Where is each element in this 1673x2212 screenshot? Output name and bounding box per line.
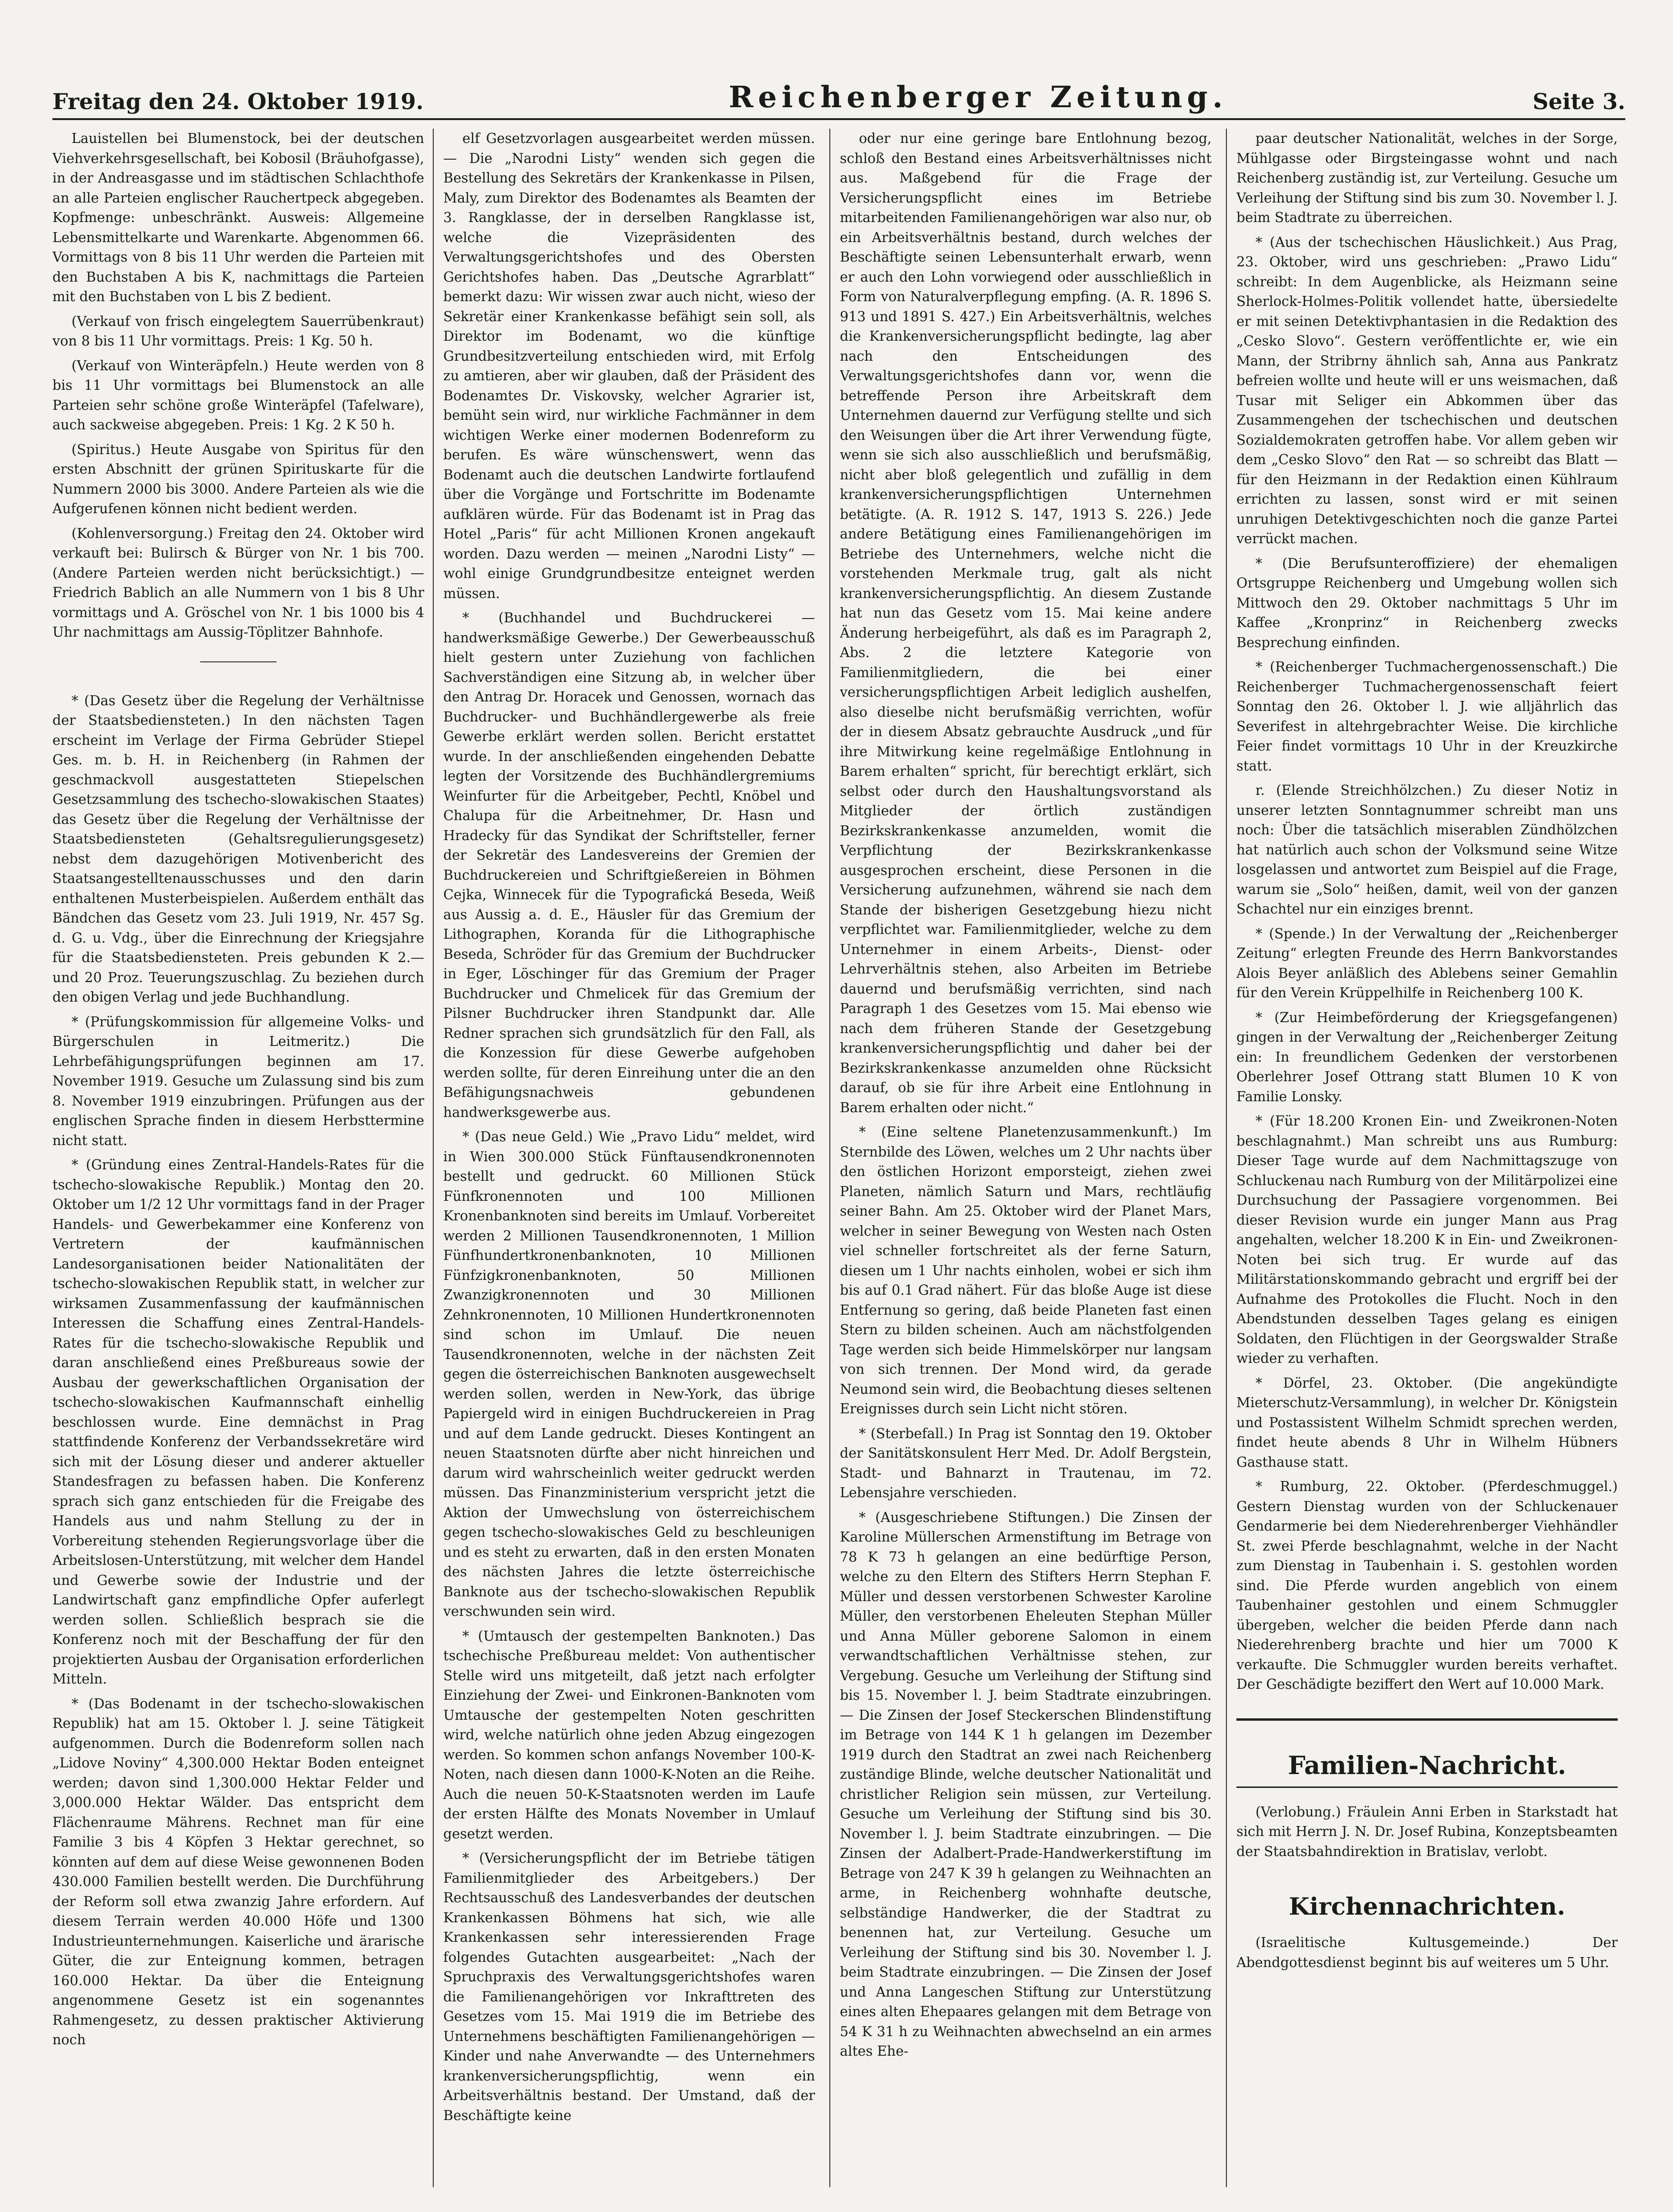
column-1 [52,129,424,2182]
column-4 [1236,129,1618,2182]
article: * (Umtausch der gestempelten Banknoten.) Das tschechische Preßbureau meldet: Von authentischer Stelle wird uns mitgeteilt, daß jetzt nach erfolgter Einziehung der Zwei- und Einkronen-Banknoten vom Umtausche der gestempelten Noten geschritten wird, welche natürlich ohne jeden Abzug eingezogen werden. So kommen schon anfangs November 100-K-Noten, nach diesen dann 1000-K-Noten an die Reihe. Auch die neuen 50-K-Staatsnoten werden im Laufe der ersten Hälfte des Monats November in Umlauf gesetzt werden. [443,1628,815,1842]
column-divider [1226,129,1227,2187]
article: * Dörfel, 23. Oktober. (Die angekündigte Mieterschutz-Versammlung), in welcher Dr. Königstein und Postassistent Wilhelm Schmidt sprechen werden, findet heute abends 8 Uhr in Wilhelm Hübners Gasthause statt. [1236,1375,1618,1470]
article: (Verkauf von Winteräpfeln.) Heute werden von 8 bis 11 Uhr vormittags bei Blumenstock an alle Parteien sehr schöne große Winteräpfel (Tafelware), auch sackweise abgegeben. Preis: 1 Kg. 2 K 50 h. [52,357,424,433]
article: (Spiritus.) Heute Ausgabe von Spiritus für den ersten Abschnitt der grünen Spirituskarte für die Nummern 2000 bis 3000. Andere Parteien als wie die Aufgerufenen können nicht bedient werden. [52,441,424,517]
page-number: Seite 3. [1532,89,1625,114]
article: r. (Elende Streichhölzchen.) Zu dieser Notiz in unserer letzten Sonntagnummer schreibt man uns noch: Über die tatsächlich miserablen Zündhölzchen hat natürlich auch schon der Volksmund seine Witze losgelassen und antwortet zum Beispiel auf die Frage, warum sie „Solo“ heißen, damit, weil von der ganzen Schachtel nur ein einziges brennt. [1236,782,1618,917]
article: * (Die Berufsunteroffiziere) der ehemaligen Ortsgruppe Reichenberg und Umgebung wollen sich Mittwoch den 29. Oktober nachmittags 5 Uhr im Kaffee „Kronprinz“ in Reichenberg zwecks Besprechung einfinden. [1236,555,1618,650]
article: * (Buchhandel und Buchdruckerei — handwerksmäßige Gewerbe.) Der Gewerbeausschuß hielt gestern unter Zuziehung von fachlichen Sachverständigen eine Sitzung ab, in welcher über den Antrag Dr. Horacek und Genossen, wornach das Buchdrucker- und Buchhändlergewerbe als freie Gewerbe erklärt werden sollen. Bericht erstattet wurde. In der anschließenden eingehenden Debatte legten der Vorsitzende des Buchhändlergremiums Weinfurter für die Arbeitgeber, Pechtl, Knöbel und Chalupa für die Arbeitnehmer, Dr. Hasn und Hradecky für das Syndikat der Schriftsteller, ferner der Sekretär des Landesvereins der Gremien der Buchdruckereien und Schriftgießereien in Böhmen Cejka, Winnecek für die Typografická Beseda, Weiß aus Aussig a. d. E., Häusler für das Gremium der Lithographen, Koranda für die Lithographische Beseda, Schröder für das Gremium der Buchdrucker in Eger, Löschinger für das Gremium der Prager Buchdrucker und Chmelicek für das Gremium der Pilsner Buchdrucker ihren Standpunkt dar. Alle Redner sprachen sich grundsätzlich für den Fall, als die Konzession für diese Gewerbe aufgehoben werden sollte, für deren Einreihung unter die an den Befähigungsnachweis gebundenen handwerksgewerbe aus. [443,610,815,1120]
article: * (Reichenberger Tuchmachergenossenschaft.) Die Reichenberger Tuchmachergenossenschaft feiert Sonntag den 26. Oktober l. J. wie alljährlich das Severifest in altehrgebrachter Weise. Die kirchliche Feier findet vormittags 10 Uhr in der Kreuzkirche statt. [1236,659,1618,774]
masthead [52,71,1625,114]
column-2 [443,129,815,2182]
article: (Kohlenversorgung.) Freitag den 24. Oktober wird verkauft bei: Bulirsch & Bürger von Nr. 1 bis 700. (Andere Parteien werden nicht berücksichtigt.) — Friedrich Bablich an alle Nummern von 1 bis 8 Uhr vormittags und A. Gröschel von Nr. 1 bis 1000 bis 4 Uhr nachmittags am Aussig-Töplitzer Bahnhofe. [52,525,424,640]
article: * (Gründung eines Zentral-Handels-Rates für die tschecho-slowakische Republik.) Montag den 20. Oktober um 1/2 12 Uhr vormittags fand in der Prager Handels- und Gewerbekammer eine Konferenz von Vertretern der kaufmännischen Landesorganisationen beider Nationalitäten der tschecho-slowakischen Republik statt, in welcher zur wirksamen Zusammenfassung der kaufmännischen Interessen die Schaffung eines Zentral-Handels-Rates für die tschecho-slowakische Republik und daran anschließend eines Preßbureaus sowie der Ausbau der gewerkschaftlichen Organisation der tschecho-slowakischen Kaufmannschaft einhellig beschlossen wurde. Eine demnächst in Prag stattfindende Konferenz der Verbandssekretäre wird sich mit der Lösung dieser und anderer aktueller Standesfragen zu befassen haben. Die Konferenz sprach sich ganz entschieden für die Freigabe des Handels aus und nahm Stellung zu der in Vorbereitung stehenden Regierungsvorlage über die Arbeitslosen-Unterstützung, mit welcher dem Handel und Gewerbe sowie der Industrie und der Landwirtschaft ganz empfindliche Opfer auferlegt werden sollen. Schließlich besprach sie die Konferenz noch mit der Beschaffung der für den projektierten Ausbau der Organisation erforderlichen Mitteln. [52,1157,424,1687]
article: * (Zur Heimbeförderung der Kriegsgefangenen) gingen in der Verwaltung der „Reichenberger Zeitung ein: In freundlichem Gedenken der verstorbenen Oberlehrer Josef Ottrang statt Blumen 10 K von Familie Lonsky. [1236,1009,1618,1105]
section-rule [1236,1718,1618,1721]
article: * (Eine seltene Planetenzusammenkunft.) Im Sternbilde des Löwen, welches um 2 Uhr nachts über den östlichen Horizont emporsteigt, ziehen zwei Planeten, nämlich Saturn und Mars, rechtläufig seiner Bahn. Am 25. Oktober wird der Planet Mars, welcher in seiner Bewegung von Westen nach Osten viel schneller fortschreitet als der ferne Saturn, diesen um 1 Uhr nachts einholen, wobei er sich ihm bis auf 0.1 Grad nähert. Für das bloße Auge ist diese Entfernung so gering, daß beide Planeten fast einen Stern zu bilden scheinen. Auch am nächstfolgenden Tage werden sich beide Himmelskörper nur langsam von sich trennen. Der Mond wird, da gerade Neumond sein wird, die Beobachtung dieses seltenen Ereignisses durch sein Licht nicht stören. [840,1124,1212,1417]
article: * (Das neue Geld.) Wie „Pravo Lidu“ meldet, wird in Wien 300.000 Stück Fünftausendkronennoten bestellt und gedruckt. 60 Millionen Stück Fünfkronennoten und 100 Millionen Kronenbanknoten sind bereits im Umlauf. Vorbereitet werden 2 Millionen Tausendkronennoten, 1 Million Fünfhundertkronenbanknoten, 10 Millionen Fünfzigkronenbanknoten, 50 Millionen Zwanzigkronennoten und 30 Millionen Zehnkronennoten, 10 Millionen Hundertkronennoten sind schon im Umlauf. Die neuen Tausendkronennoten, welche in der nächsten Zeit gegen die österreichischen Banknoten ausgewechselt werden sollen, werden in New-York, das übrige Papiergeld wird in einigen Buchdruckereien in Prag und auf dem Lande gedruckt. Dieses Kontingent an neuen Staatsnoten dürfte aber nicht hinreichen und darum wird wahrscheinlich weiter gedruckt werden müssen. Das Finanzministerium verspricht jetzt die Aktion der Umwechslung von österreichischem gegen tschecho-slowakisches Geld zu beschleunigen und es steht zu erwarten, daß in den ersten Monaten des nächsten Jahres die letzte österreichische Banknote aus der tschecho-slowakischen Republik verschwunden sein wird. [443,1129,815,1619]
newspaper-title: Reichenberger Zeitung. [728,80,1228,114]
column-divider [829,129,830,2187]
column-3 [840,129,1212,2182]
article: (Israelitische Kultusgemeinde.) Der Abendgottesdienst beginnt bis auf weiteres um 5 Uhr. [1236,1935,1618,1970]
article: * (Aus der tschechischen Häuslichkeit.) Aus Prag, 23. Oktober, wird uns geschrieben: „Prawo Lidu“ schreibt: In dem Augenblicke, als Heizmann seine Sherlock-Holmes-Politik vollendet hatte, übersiedelte er mit seinen Detektivphantasien in die Redaktion des „Cesko Slovo“. Gestern veröffentlichte er, wie ein Mann, der Stribrny ähnlich sah, Anna aus Pankratz befreien wollte und heute will er uns weismachen, daß Tusar mit Seliger ein Abkommen über das Zusammengehen der tschechischen und deutschen Sozialdemokraten getroffen habe. Vor allem geben wir dem „Cesko Slovo“ den Rat — so schreibt das Blatt — für den Heizmann in der Redaktion einen Kühlraum errichten zu lassen, sonst wird er mit seinen unruhigen Detektivgeschichten noch die ganze Partei verrückt machen. [1236,234,1618,547]
article: * (Das Gesetz über die Regelung der Verhältnisse der Staatsbediensteten.) In den nächsten Tagen erscheint im Verlage der Firma Gebrüder Stiepel Ges. m. b. H. in Reichenberg (in Rahmen der geschmackvoll ausgestatteten Stiepelschen Gesetzsammlung des tschecho-slowakischen Staates) das Gesetz über die Regelung der Verhältnisse der Staatsbediensteten (Gehaltsregulierungsgesetz) nebst dem dazugehörigen Motivenbericht des Staatsangestelltenausschusses und den darin enthaltenen Musterbeispielen. Außerdem enthält das Bändchen das Gesetz vom 23. Juli 1919, Nr. 457 Sg. d. G. u. Vdg., über die Einrechnung der Kriegsjahre für die Staatsbediensteten. Preis gebunden K 2.— und 20 Proz. Teuerungszuschlag. Zu beziehen durch den obigen Verlag und jede Buchhandlung. [52,692,424,1005]
article: * (Das Bodenamt in der tschecho-slowakischen Republik) hat am 15. Oktober l. J. seine Tätigkeit aufgenommen. Durch die Bodenreform sollen nach „Lidove Noviny“ 4,300.000 Hektar Boden enteignet werden; davon sind 1,300.000 Hektar Felder und 3,000.000 Hektar Wälder. Das entspricht dem Flächenraume Mährens. Rechnet man für eine Familie 3 bis 4 Köpfen 3 Hektar gerechnet, so könnten auf dem auf diese Weise gewonnenen Boden 430.000 Familien bestellt werden. Die Durchführung der Reform soll etwa zwanzig Jahre erfordern. Auf diesem Terrain werden 40.000 Höfe und 1300 Industrieunternehmungen. Kaiserliche und ärarische Güter, die zur Enteignung kommen, betragen 160.000 Hektar. Da über die Enteignung angenommene Gesetz ist ein sogenanntes Rahmengesetz, zu dessen praktischer Aktivierung noch [52,1695,424,2048]
article: (Verlobung.) Fräulein Anni Erben in Starkstadt hat sich mit Herrn J. N. Dr. Josef Rubina, Konzeptsbeamten der Staatsbahndirektion in Bratislav, verlobt. [1236,1804,1618,1859]
article: * (Ausgeschriebene Stiftungen.) Die Zinsen der Karoline Müllerschen Armenstiftung im Betrage von 78 K 73 h gelangen an eine bedürftige Person, welche zu den Eltern des Stifters Herrn Stephan F. Müller und dessen verstorbenen Schwester Karoline Müller, den verstorbenen Eheleuten Stephan Müller und Anna Müller geborene Salomon in einem verwandtschaftlichen Verhältnisse stehen, zur Vergebung. Gesuche um Verleihung der Stiftung sind bis 15. November l. J. beim Stadtrate einzubringen. — Die Zinsen der Josef Steckerschen Blindenstiftung im Betrage von 144 K 1 h gelangen im Dezember 1919 durch den Stadtrat an zwei nach Reichenberg zuständige Blinde, welche deutscher Nationalität und christlicher Religion sein müssen, zur Verteilung. Gesuche um Verleihung der Stiftung sind bis 30. November l. J. beim Stadtrate einzubringen. — Die Zinsen der Adalbert-Prade-Handwerkerstiftung im Betrage von 247 K 39 h gelangen zu Weihnachten an arme, in Reichenberg wohnhafte deutsche, selbständige Handwerker, die der Stadtrat zu benennen hat, zur Verteilung. Gesuche um Verleihung der Stiftung sind bis 30. November l. J. beim Stadtrate einzubringen. — Die Zinsen der Josef und Anna Langeschen Stiftung zur Unterstützung eines alten Ehepaares gelangen mit dem Betrage von 54 K 31 h zu Weihnachten abwechselnd an ein armes altes Ehe- [840,1509,1212,2059]
article: * (Prüfungskommission für allgemeine Volks- und Bürgerschulen in Leitmeritz.) Die Lehrbefähigungsprüfungen beginnen am 17. November 1919. Gesuche um Zulassung sind bis zum 8. November 1919 einzubringen. Prüfungen aus der englischen Sprache finden in diesem Herbsttermine nicht statt. [52,1014,424,1148]
article: paar deutscher Nationalität, welches in der Sorge, Mühlgasse oder Birgsteingasse wohnt und nach Reichenberg zuständig ist, zur Verteilung. Gesuche um Verleihung der Stiftung sind bis zum 30. November l. J. beim Stadtrate zu überreichen. [1236,131,1618,225]
article: * (Spende.) In der Verwaltung der „Reichenberger Zeitung“ erlegten Freunde des Herrn Bankvorstandes Alois Beyer anläßlich des Ablebens seiner Gemahlin für den Verein Krüppelhilfe in Reichenberg 100 K. [1236,925,1618,1001]
article: (Verkauf von frisch eingelegtem Sauerrübenkraut) von 8 bis 11 Uhr vormittags. Preis: 1 Kg. 50 h. [52,313,424,349]
section-divider [200,661,276,662]
article: * (Für 18.200 Kronen Ein- und Zweikronen-Noten beschlagnahmt.) Man schreibt uns aus Rumburg: Dieser Tage wurde auf dem Nachmittagszuge von Schluckenau nach Rumburg von der Militärpolizei eine Durchsuchung der Passagiere vorgenommen. Bei dieser Revision wurde ein junger Mann aus Prag angehalten, welcher 18.200 K in Ein- und Zweikronen-Noten bei sich trug. Er wurde auf das Militärstationskommando gebracht und ergriff bei der Aufnahme des Protokolles die Flucht. Noch in den Abendstunden desselben Tages gelang es einigen Soldaten, den Flüchtigen in der Georgswalder Straße wieder zu verhaften. [1236,1113,1618,1366]
church-news-heading: Kirchennachrichten. [1288,1892,1566,1920]
family-news-heading: Familien-Nachricht. [1236,1749,1618,1788]
header-rule [52,118,1625,120]
article: Lauistellen bei Blumenstock, bei der deutschen Viehverkehrsgesellschaft, bei Kobosil (Bräuhofgasse), in der Andreasgasse und im städtischen Schlachthofe an alle Parteien englischer Rauchertpeck abgegeben. Kopfmenge: unbeschränkt. Ausweis: Allgemeine Lebensmittelkarte und Warenkarte. Abgenommen 66. Vormittags von 8 bis 11 Uhr werden die Parteien mit den Buchstaben A bis K, nachmittags die Parteien mit den Buchstaben von L bis Z bedient. [52,131,424,304]
column-divider [433,129,434,2187]
article: * (Versicherungspflicht der im Betriebe tätigen Familienmitglieder des Arbeitgebers.) Der Rechtsausschuß des Landesverbandes der deutschen Krankenkassen Böhmens hat sich, wie alle Krankenkassen sehr interessierenden Frage folgendes Gutachten ausgearbeitet: „Nach der Spruchpraxis des Verwaltungsgerichtshofes waren die Familienangehörigen vor Inkrafttreten des Gesetzes vom 15. Mai 1919 die im Betriebe des Unternehmens beschäftigten Familienangehörigen — Kinder und nahe Anverwandte — des Unternehmers krankenversicherungspflichtig, wenn ein Arbeitsverhältnis bestand. Der Umstand, daß der Beschäftigte keine [443,1850,815,2123]
article: elf Gesetzvorlagen ausgearbeitet werden müssen. — Die „Narodni Listy“ wenden sich gegen die Bestellung des Sekretärs der Krankenkasse in Pilsen, Maly, zum Direktor des Bodenamtes als Beamten der 3. Rangklasse, der in derselben Rangklasse ist, welche die Vizepräsidenten des Verwaltungsgerichtshofes und des Obersten Gerichtshofes haben. Das „Deutsche Agrarblatt“ bemerkt dazu: Wir wissen zwar auch nicht, wieso der Sekretär einer Krankenkasse befähigt sein soll, als Direktor im Bodenamt, wo die künftige Grundbesitzverteilung entschieden wird, mit Erfolg zu amtieren, aber wir glauben, daß der Präsident des Bodenamtes Dr. Viskovsky, welcher Agrarier ist, bemüht sein wird, nur wirkliche Fachmänner in dem wichtigen Werke einer modernen Bodenreform zu berufen. Es wäre wünschenswert, wenn das Bodenamt auch die deutschen Landwirte fortlaufend über die Vorgänge und Fortschritte im Bodenamte aufklären würde. Für das Bodenamt ist in Prag das Hotel „Paris“ für acht Millionen Kronen angekauft worden. Dazu werden — meinen „Narodni Listy“ — wohl einige Grundgrundbesitze enteignet werden müssen. [443,131,815,601]
article: * Rumburg, 22. Oktober. (Pferdeschmuggel.) Gestern Dienstag wurden von der Schluckenauer Gendarmerie bei dem Niederehrenberger Viehhändler St. zwei Pferde beschlagnahmt, welche in der Nacht zum Dienstag in Taubenhain i. S. gestohlen worden sind. Die Pferde wurden angeblich von einem Taubenhainer gestohlen und einem Schmuggler übergeben, welcher die beiden Pferde dann nach Niederehrenberg brachte und hier um 7000 K verkaufte. Die Schmuggler wurden bereits verhaftet. Der Geschädigte beziffert den Wert auf 10.000 Mark. [1236,1479,1618,1692]
article: oder nur eine geringe bare Entlohnung bezog, schloß den Bestand eines Arbeitsverhältnisses nicht aus. Maßgebend für die Frage der Versicherungspflicht eines im Betriebe mitarbeitenden Familienangehörigen war also nur, ob ein Arbeitsverhältnis bestand, durch welches der Beschäftigte seinen Lebensunterhalt erwarb, wenn er auch den Lohn vorwiegend oder ausschließlich in Form von Naturalverpflegung empfing. (A. R. 1896 S. 913 und 1891 S. 427.) Ein Arbeitsverhältnis, welches die Krankenversicherungspflicht bedingte, lag aber nach den Entscheidungen des Verwaltungsgerichtshofes dann vor, wenn die betreffende Person ihre Arbeitskraft dem Unternehmen dauernd zur Verfügung stellte und sich den Weisungen über die Art ihrer Verwendung fügte, wenn sie sich also ausschließlich und berufsmäßig, nicht aber bloß gelegentlich und zufällig in dem krankenversicherungspflichtigen Unternehmen betätigte. (A. R. 1912 S. 147, 1913 S. 226.) Jede andere Betätigung eines Familienangehörigen im Betriebe des Unternehmers, welche nicht die vorstehenden Merkmale trug, galt als nicht krankenversicherungspflichtig. An diesem Zustande hat nun das Gesetz vom 15. Mai keine andere Änderung herbeigeführt, als daß es im Paragraph 2, Abs. 2 die letztere Kategorie von Familienmitgliedern, die bei einer versicherungspflichtigen Arbeit lediglich aushelfen, also dieselbe nicht berufsmäßig verrichten, wofür der in diesem Absatz gebrauchte Ausdruck „und für ihre Mitwirkung keine regelmäßige Entlohnung in Barem erhalten“ spricht, für berechtigt erklärt, sich selbst oder durch den Haushaltungsvorstand als Mitglieder der örtlich zuständigen Bezirkskrankenkasse anzumelden, womit die Verpflichtung der Bezirkskrankenkasse ausgesprochen erscheint, diese Personen in die Versicherung aufzunehmen, während sie nach dem Stande der bisherigen Gesetzgebung hiezu nicht verpflichtet war. Familienmitglieder, welche zu dem Unternehmer in einem Arbeits-, Dienst- oder Lehrverhältnis stehen, also Arbeiten im Betriebe dauernd und berufsmäßig verrichten, sind nach Paragraph 1 des Gesetzes vom 15. Mai ebenso wie nach dem früheren Stande der Gesetzgebung krankenversicherungspflichtig und daher bei der Bezirkskrankenkasse anzumelden ohne Rücksicht darauf, ob sie für ihre Arbeit eine Entlohnung in Barem erhalten oder nicht.“ [840,131,1212,1116]
article: * (Sterbefall.) In Prag ist Sonntag den 19. Oktober der Sanitätskonsulent Herr Med. Dr. Adolf Bergstein, Stadt- und Bahnarzt in Trautenau, im 72. Lebensjahre verschieden. [840,1425,1212,1501]
issue-date: Freitag den 24. Oktober 1919. [52,89,424,114]
